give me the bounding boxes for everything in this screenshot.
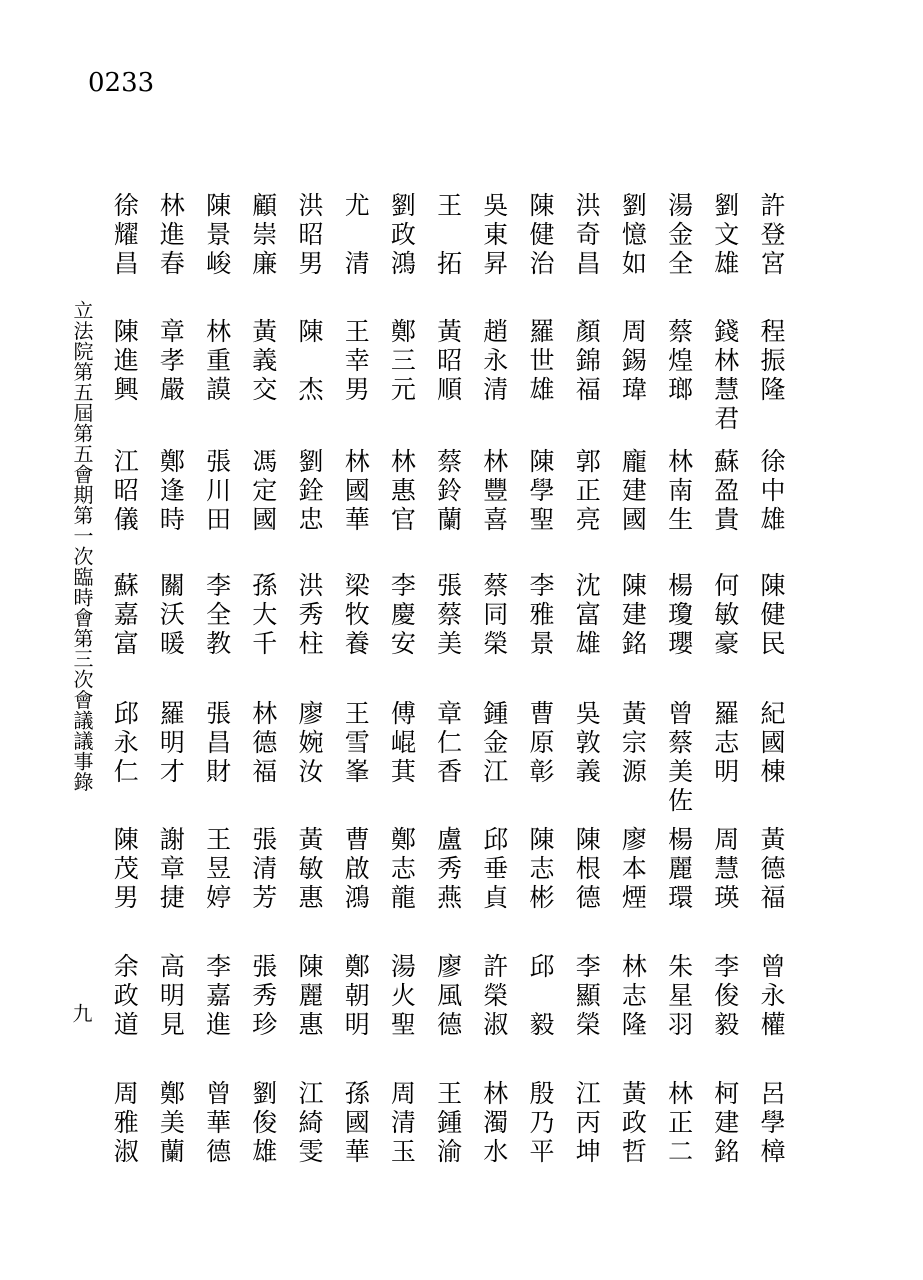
legislator-name: 陳 杰 bbox=[295, 318, 324, 405]
legislator-name: 陳麗惠 bbox=[295, 953, 324, 1040]
legislator-name: 馮定國 bbox=[248, 448, 278, 535]
legislator-name: 鄭逢時 bbox=[156, 448, 186, 535]
legislator-name: 曹原彰 bbox=[526, 700, 555, 787]
legislator-name: 曾蔡美佐 bbox=[664, 700, 694, 816]
legislator-name: 江丙坤 bbox=[572, 1080, 602, 1167]
legislator-name: 張清芳 bbox=[248, 826, 278, 913]
legislator-name: 林德福 bbox=[248, 700, 278, 787]
legislator-name: 郭正亮 bbox=[572, 448, 602, 535]
legislator-name: 劉文雄 bbox=[710, 192, 740, 279]
legislator-name: 楊麗環 bbox=[664, 826, 694, 913]
legislator-name: 鄭朝明 bbox=[341, 953, 371, 1040]
legislator-name: 許登宮 bbox=[757, 192, 786, 279]
legislator-name: 羅世雄 bbox=[526, 318, 555, 405]
legislator-name: 張秀珍 bbox=[248, 953, 278, 1040]
legislator-name: 傅崐萁 bbox=[387, 700, 417, 787]
legislator-name: 蔡同榮 bbox=[479, 572, 509, 659]
legislator-name: 劉俊雄 bbox=[248, 1080, 278, 1167]
legislator-name: 林濁水 bbox=[479, 1080, 509, 1167]
legislator-name: 梁牧養 bbox=[341, 572, 371, 659]
legislator-name: 周錫瑋 bbox=[618, 318, 648, 405]
legislator-name: 劉政鴻 bbox=[387, 192, 417, 279]
legislator-name: 劉憶如 bbox=[618, 192, 648, 279]
legislator-name: 王鍾渝 bbox=[433, 1080, 463, 1167]
legislator-name: 章仁香 bbox=[433, 700, 463, 787]
legislator-name: 李全教 bbox=[202, 572, 232, 659]
legislator-name: 廖本煙 bbox=[618, 826, 648, 913]
legislator-name: 何敏豪 bbox=[710, 572, 740, 659]
legislator-name: 黃敏惠 bbox=[295, 826, 324, 913]
legislator-name: 洪秀柱 bbox=[295, 572, 324, 659]
legislator-name: 鄭美蘭 bbox=[156, 1080, 186, 1167]
legislator-name: 張川田 bbox=[202, 448, 232, 535]
legislator-name: 廖婉汝 bbox=[295, 700, 324, 787]
legislator-name: 呂學樟 bbox=[757, 1080, 786, 1167]
legislator-name: 曾永權 bbox=[757, 953, 786, 1040]
legislator-name: 沈富雄 bbox=[572, 572, 602, 659]
legislator-name: 鄭三元 bbox=[387, 318, 417, 405]
legislator-name: 關沃暖 bbox=[156, 572, 186, 659]
legislator-name: 陳根德 bbox=[572, 826, 602, 913]
legislator-name: 黃宗源 bbox=[618, 700, 648, 787]
legislator-name: 蘇盈貴 bbox=[710, 448, 740, 535]
legislator-name: 蔡鈴蘭 bbox=[433, 448, 463, 535]
legislator-name: 鍾金江 bbox=[479, 700, 509, 787]
legislator-name: 朱星羽 bbox=[664, 953, 694, 1040]
legislator-name: 周清玉 bbox=[387, 1080, 417, 1167]
legislator-name: 林國華 bbox=[341, 448, 371, 535]
legislator-name: 邱永仁 bbox=[110, 700, 140, 787]
legislator-name: 柯建銘 bbox=[710, 1080, 740, 1167]
legislator-name: 章孝嚴 bbox=[156, 318, 186, 405]
legislator-name: 林進春 bbox=[156, 192, 186, 279]
record-title: 立法院第五屆第五會期第一次臨時會第三次會議議事錄 bbox=[70, 300, 94, 792]
legislator-name: 陳健治 bbox=[526, 192, 555, 279]
legislator-name: 紀國棟 bbox=[757, 700, 786, 787]
legislator-name: 陳景峻 bbox=[202, 192, 232, 279]
legislator-name: 洪昭男 bbox=[295, 192, 324, 279]
legislator-name: 程振隆 bbox=[757, 318, 786, 405]
legislator-name: 李俊毅 bbox=[710, 953, 740, 1040]
legislator-name: 劉銓忠 bbox=[295, 448, 324, 535]
legislator-name: 顧崇廉 bbox=[248, 192, 278, 279]
legislator-name: 吳東昇 bbox=[479, 192, 509, 279]
legislator-name: 許榮淑 bbox=[479, 953, 509, 1040]
legislator-name: 邱垂貞 bbox=[479, 826, 509, 913]
legislator-name: 黃政哲 bbox=[618, 1080, 648, 1167]
legislator-name: 余政道 bbox=[110, 953, 140, 1040]
legislator-name: 錢林慧君 bbox=[710, 318, 740, 434]
legislator-name: 林志隆 bbox=[618, 953, 648, 1040]
legislator-name: 李慶安 bbox=[387, 572, 417, 659]
legislator-name: 江綺雯 bbox=[295, 1080, 324, 1167]
legislator-name: 王雪峯 bbox=[341, 700, 371, 787]
legislator-name: 湯金全 bbox=[664, 192, 694, 279]
legislator-name: 張蔡美 bbox=[433, 572, 463, 659]
legislator-name: 林重謨 bbox=[202, 318, 232, 405]
legislator-name: 林豐喜 bbox=[479, 448, 509, 535]
legislator-name: 陳健民 bbox=[757, 572, 786, 659]
legislator-name: 李雅景 bbox=[526, 572, 555, 659]
legislator-name: 陳學聖 bbox=[526, 448, 555, 535]
legislator-name: 蘇嘉富 bbox=[110, 572, 140, 659]
legislator-name: 顏錦福 bbox=[572, 318, 602, 405]
legislator-name: 謝章捷 bbox=[156, 826, 186, 913]
legislator-name: 李顯榮 bbox=[572, 953, 602, 1040]
legislator-name: 李嘉進 bbox=[202, 953, 232, 1040]
legislator-name: 吳敦義 bbox=[572, 700, 602, 787]
legislator-name: 黃義交 bbox=[248, 318, 278, 405]
legislator-name: 張昌財 bbox=[202, 700, 232, 787]
legislator-name: 羅明才 bbox=[156, 700, 186, 787]
legislator-name: 林正二 bbox=[664, 1080, 694, 1167]
legislator-name: 尤 清 bbox=[341, 192, 371, 279]
legislator-name: 林南生 bbox=[664, 448, 694, 535]
legislator-name: 湯火聖 bbox=[387, 953, 417, 1040]
legislator-name: 趙永清 bbox=[479, 318, 509, 405]
page-number: 0233 bbox=[88, 68, 155, 98]
legislator-name: 周慧瑛 bbox=[710, 826, 740, 913]
legislator-name: 高明見 bbox=[156, 953, 186, 1040]
legislator-name: 曹啟鴻 bbox=[341, 826, 371, 913]
legislator-name: 徐耀昌 bbox=[110, 192, 140, 279]
legislator-name: 王昱婷 bbox=[202, 826, 232, 913]
legislator-name: 孫國華 bbox=[341, 1080, 371, 1167]
legislator-name: 盧秀燕 bbox=[433, 826, 463, 913]
legislator-name: 陳志彬 bbox=[526, 826, 555, 913]
legislator-name: 林惠官 bbox=[387, 448, 417, 535]
legislator-name: 廖風德 bbox=[433, 953, 463, 1040]
legislator-name: 羅志明 bbox=[710, 700, 740, 787]
legislator-name: 王 拓 bbox=[433, 192, 463, 279]
legislator-name: 孫大千 bbox=[248, 572, 278, 659]
legislator-name: 蔡煌瑯 bbox=[664, 318, 694, 405]
folio-number: 九 bbox=[69, 1003, 93, 1023]
legislator-name: 殷乃平 bbox=[526, 1080, 555, 1167]
legislator-name: 黃昭順 bbox=[433, 318, 463, 405]
legislator-name: 周雅淑 bbox=[110, 1080, 140, 1167]
legislator-name: 陳進興 bbox=[110, 318, 140, 405]
legislator-name: 洪奇昌 bbox=[572, 192, 602, 279]
legislator-name: 黃德福 bbox=[757, 826, 786, 913]
legislator-name: 陳建銘 bbox=[618, 572, 648, 659]
legislator-name: 徐中雄 bbox=[757, 448, 786, 535]
legislator-name: 邱 毅 bbox=[526, 953, 555, 1040]
legislator-name: 楊瓊瓔 bbox=[664, 572, 694, 659]
legislator-name: 陳茂男 bbox=[110, 826, 140, 913]
legislator-name: 龐建國 bbox=[618, 448, 648, 535]
legislator-name: 王幸男 bbox=[341, 318, 371, 405]
legislator-name: 鄭志龍 bbox=[387, 826, 417, 913]
legislator-name: 曾華德 bbox=[202, 1080, 232, 1167]
legislator-name: 江昭儀 bbox=[110, 448, 140, 535]
